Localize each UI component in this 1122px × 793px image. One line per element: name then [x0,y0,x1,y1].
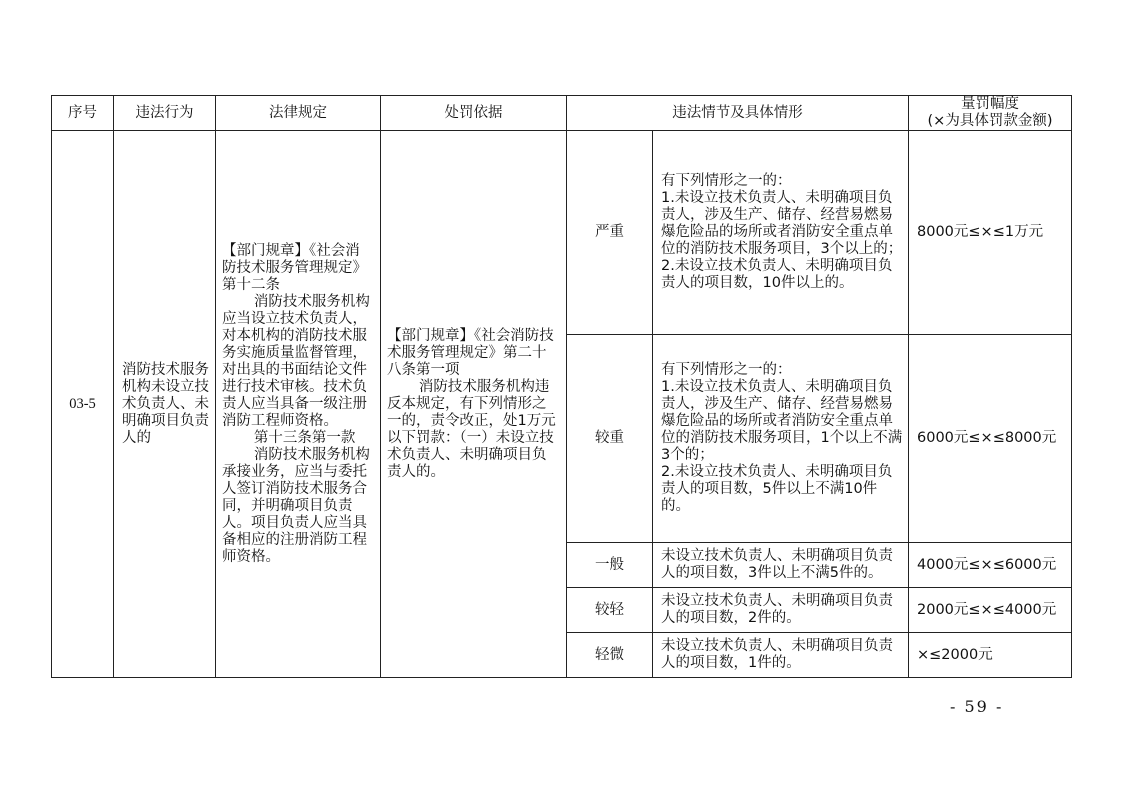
law-article-13-ref: 第十三条第一款 [253,429,356,446]
desc-line: 有下列情形之一的： [661,362,792,378]
level-slight-desc: 未设立技术负责人、未明确项目负责人的项目数，1件的。 [653,633,909,678]
level-severe: 严重 [567,131,653,335]
header-range [909,96,1072,131]
level-minor-desc: 未设立技术负责人、未明确项目负责人的项目数，2件的。 [653,588,909,633]
desc-line: 2.未设立技术负责人、未明确项目负责人的项目数，5件以上不满10件的。 [661,464,893,514]
desc-line: 2.未设立技术负责人、未明确项目负责人的项目数，10件以上的。 [661,258,893,291]
level-general: 一般 [567,543,653,588]
level-severe-range: 8000元≤×≤1万元 [909,131,1072,335]
level-serious: 较重 [567,335,653,543]
level-serious-desc [653,335,909,543]
header-penalty-basis: 处罚依据 [381,96,567,131]
header-row [52,96,1072,131]
row-seq: 03-5 [52,131,114,678]
level-severe-desc [653,131,909,335]
law-article-13: 消防技术服务机构承接业务，应当与委托人签订消防技术服务合同，并明确项目负责人。项目负责人应当具备相应的注册消防工程师资格。 [222,446,370,565]
law-title: 【部门规章】《社会消防技术服务管理规定》第十二条 [222,242,367,293]
level-slight: 轻微 [567,633,653,678]
row-violation: 消防技术服务机构未设立技术负责人、未明确项目负责人的 [114,131,216,678]
header-range-line2: (×为具体罚款金额) [927,113,1053,129]
desc-line: 1.未设立技术负责人、未明确项目负责人，涉及生产、储存、经营易燃易爆危险品的场所或者消防安全重点单位的消防技术服务项目，1个以上不满3个的； [661,379,903,463]
law-article-12: 消防技术服务机构应当设立技术负责人，对本机构的消防技术服务实施质量监督管理，对出具的书面结论文件进行技术审核。技术负责人应当具备一级注册消防工程师资格。 [222,293,370,429]
row-law [216,131,381,678]
basis-text: 消防技术服务机构违反本规定，有下列情形之一的，责令改正，处1万元以下罚款：（一）未设立技术负责人、未明确项目负责人的。 [387,378,556,480]
header-violation: 违法行为 [114,96,216,131]
level-serious-range: 6000元≤×≤8000元 [909,335,1072,543]
level-general-range: 4000元≤×≤6000元 [909,543,1072,588]
desc-line: 1.未设立技术负责人、未明确项目负责人，涉及生产、储存、经营易燃易爆危险品的场所或者消防安全重点单位的消防技术服务项目，3个以上的； [661,190,903,257]
level-general-desc: 未设立技术负责人、未明确项目负责人的项目数，3件以上不满5件的。 [653,543,909,588]
header-circumstances: 违法情节及具体情形 [567,96,909,131]
penalty-table [51,95,1072,678]
level-slight-range: ×≤2000元 [909,633,1072,678]
level-minor: 较轻 [567,588,653,633]
table-row [52,131,1072,335]
desc-line: 有下列情形之一的： [661,173,792,189]
header-law: 法律规定 [216,96,381,131]
basis-title: 【部门规章】《社会消防技术服务管理规定》第二十八条第一项 [387,327,554,378]
header-range-line1: 量罚幅度 [961,96,1019,112]
row-basis [381,131,567,678]
header-seq: 序号 [52,96,114,131]
level-minor-range: 2000元≤×≤4000元 [909,588,1072,633]
page-number: - 59 - [950,697,1004,716]
